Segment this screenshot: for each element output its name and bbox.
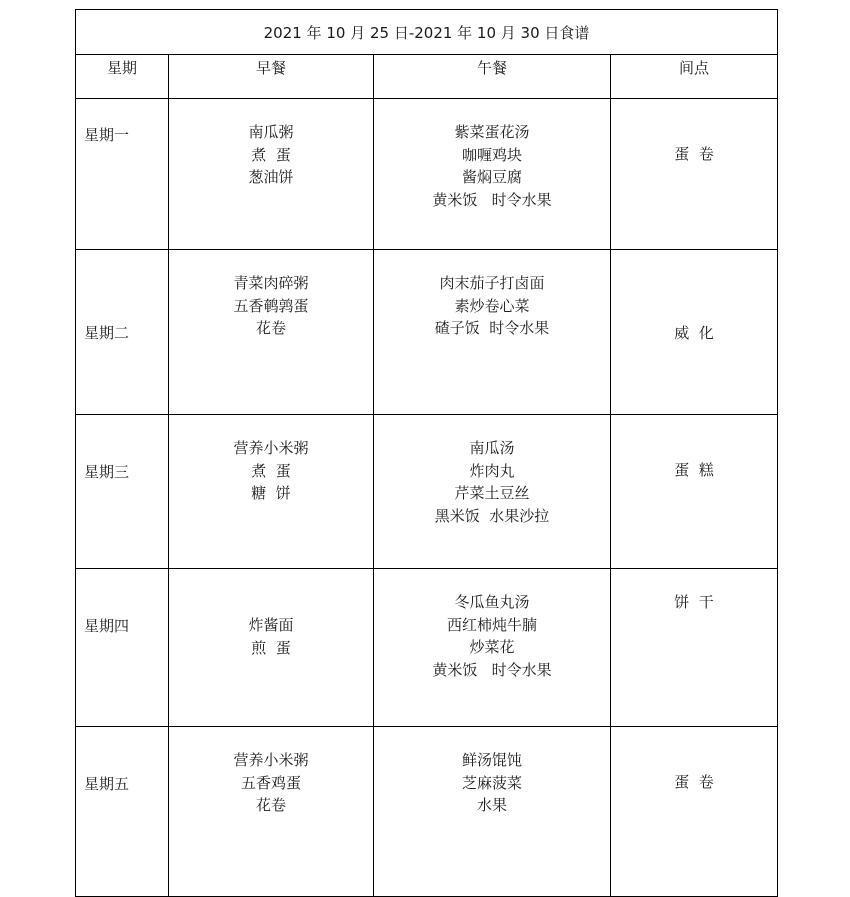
header-lunch: 午餐 — [374, 55, 611, 99]
breakfast-cell: 营养小米粥 煮 蛋 糖 饼 — [169, 415, 374, 569]
day-cell: 星期一 — [76, 99, 169, 250]
table-row — [76, 250, 778, 415]
lunch-cell: 南瓜汤 炸肉丸 芹菜土豆丝 黑米饭 水果沙拉 — [374, 415, 611, 569]
menu-table — [75, 9, 778, 897]
lunch-cell: 紫菜蛋花汤 咖喱鸡块 酱焖豆腐 黄米饭 时令水果 — [374, 99, 611, 250]
table-row — [76, 415, 778, 569]
snack-cell: 威 化 — [611, 250, 778, 415]
day-cell: 星期三 — [76, 415, 169, 569]
breakfast-cell: 炸酱面 煎 蛋 — [169, 569, 374, 727]
table-row — [76, 727, 778, 897]
table-row — [76, 99, 778, 250]
lunch-cell: 鲜汤馄饨 芝麻菠菜 水果 — [374, 727, 611, 897]
lunch-cell: 肉末茄子打卤面 素炒卷心菜 碴子饭 时令水果 — [374, 250, 611, 415]
breakfast-cell: 青菜肉碎粥 五香鹌鹑蛋 花卷 — [169, 250, 374, 415]
lunch-cell: 冬瓜鱼丸汤 西红柿炖牛腩 炒菜花 黄米饭 时令水果 — [374, 569, 611, 727]
day-cell: 星期二 — [76, 250, 169, 415]
header-breakfast: 早餐 — [169, 55, 374, 99]
snack-cell: 蛋 糕 — [611, 415, 778, 569]
breakfast-cell: 营养小米粥 五香鸡蛋 花卷 — [169, 727, 374, 897]
day-cell: 星期五 — [76, 727, 169, 897]
menu-title: 2021 年 10 月 25 日-2021 年 10 月 30 日食谱 — [76, 10, 778, 55]
header-snack: 间点 — [611, 55, 778, 99]
table-row — [76, 569, 778, 727]
header-day: 星期 — [76, 55, 169, 99]
breakfast-cell: 南瓜粥 煮 蛋 葱油饼 — [169, 99, 374, 250]
snack-cell: 饼 干 — [611, 569, 778, 727]
day-cell: 星期四 — [76, 569, 169, 727]
snack-cell: 蛋 卷 — [611, 727, 778, 897]
snack-cell: 蛋 卷 — [611, 99, 778, 250]
